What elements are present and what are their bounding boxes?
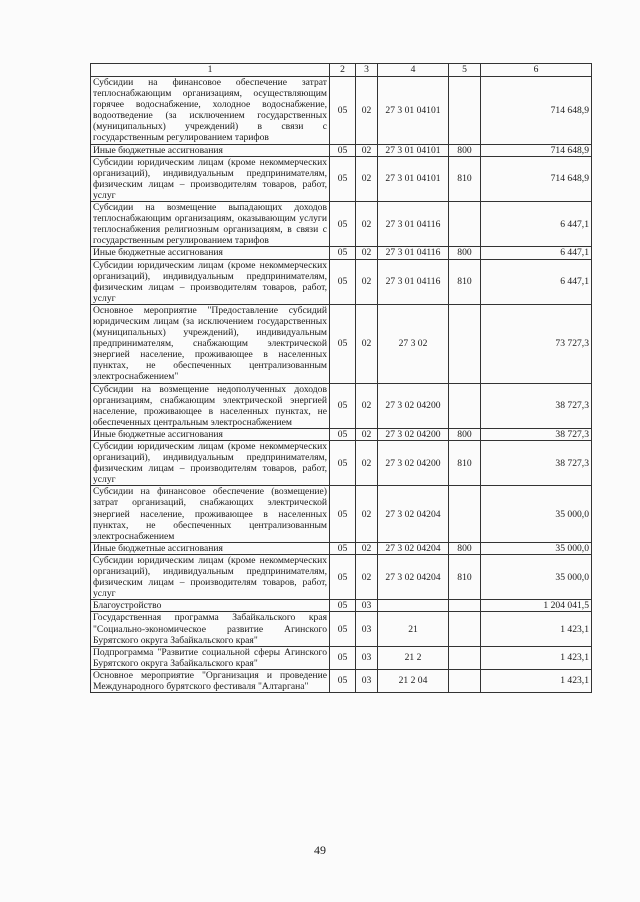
table-row	[91, 428, 592, 440]
row-name-cell: Благоустройство	[91, 600, 330, 612]
expense-type-cell: 800	[449, 144, 481, 156]
section-code-cell: 05	[330, 441, 356, 486]
row-name-cell: Основное мероприятие "Организация и проведение Международного бурятского фестиваля "Алтаргана"	[91, 669, 330, 692]
budget-table	[90, 63, 592, 693]
expense-type-cell: 800	[449, 428, 481, 440]
table-row	[91, 486, 592, 542]
expense-type-cell	[449, 600, 481, 612]
table-row	[91, 247, 592, 259]
subsection-code-cell: 02	[356, 383, 378, 428]
table-row	[91, 144, 592, 156]
section-code-cell: 05	[330, 304, 356, 383]
amount-cell: 35 000,0	[481, 554, 592, 599]
column-number: 2	[330, 64, 356, 77]
column-number: 5	[449, 64, 481, 77]
section-code-cell: 05	[330, 77, 356, 145]
section-code-cell: 05	[330, 554, 356, 599]
page-number: 49	[314, 843, 326, 857]
amount-cell: 714 648,9	[481, 144, 592, 156]
target-article-cell: 27 3 01 04101	[378, 156, 449, 201]
amount-cell: 1 204 041,5	[481, 600, 592, 612]
table-row	[91, 383, 592, 428]
row-name-cell: Основное мероприятие "Предоставление субсидий юридическим лицам (за исключением государственных (муниципальных) учреждений), индивидуальным предпринимателям, снабжающим электрической энергией население, проживающее в населенных пунктах, не обеспеченных централизованным электроснабжением"	[91, 304, 330, 383]
subsection-code-cell: 03	[356, 612, 378, 646]
column-number: 1	[91, 64, 330, 77]
table-row	[91, 77, 592, 145]
expense-type-cell: 810	[449, 441, 481, 486]
subsection-code-cell: 02	[356, 259, 378, 304]
section-code-cell: 05	[330, 156, 356, 201]
expense-type-cell	[449, 669, 481, 692]
target-article-cell: 27 3 01 04116	[378, 202, 449, 247]
row-name-cell: Субсидии юридическим лицам (кроме некоммерческих организаций), индивидуальным предпринимателям, физическим лицам – производителям товаров, работ, услуг	[91, 554, 330, 599]
section-code-cell: 05	[330, 202, 356, 247]
section-code-cell: 05	[330, 383, 356, 428]
expense-type-cell	[449, 202, 481, 247]
row-name-cell: Субсидии юридическим лицам (кроме некоммерческих организаций), индивидуальным предпринимателям, физическим лицам – производителям товаров, работ, услуг	[91, 259, 330, 304]
amount-cell: 73 727,3	[481, 304, 592, 383]
column-number: 4	[378, 64, 449, 77]
subsection-code-cell: 02	[356, 486, 378, 542]
amount-cell: 38 727,3	[481, 441, 592, 486]
expense-type-cell: 800	[449, 542, 481, 554]
section-code-cell: 05	[330, 600, 356, 612]
target-article-cell: 27 3 02 04204	[378, 554, 449, 599]
target-article-cell: 27 3 01 04101	[378, 144, 449, 156]
section-code-cell: 05	[330, 259, 356, 304]
table-row	[91, 259, 592, 304]
section-code-cell: 05	[330, 247, 356, 259]
column-number: 6	[481, 64, 592, 77]
expense-type-cell: 810	[449, 156, 481, 201]
target-article-cell: 27 3 02 04204	[378, 486, 449, 542]
target-article-cell: 21 2	[378, 646, 449, 669]
expense-type-cell	[449, 304, 481, 383]
target-article-cell: 27 3 02 04204	[378, 542, 449, 554]
table-row	[91, 304, 592, 383]
expense-type-cell: 810	[449, 259, 481, 304]
amount-cell: 35 000,0	[481, 542, 592, 554]
amount-cell: 1 423,1	[481, 669, 592, 692]
target-article-cell: 21	[378, 612, 449, 646]
amount-cell: 38 727,3	[481, 428, 592, 440]
amount-cell: 6 447,1	[481, 202, 592, 247]
amount-cell: 6 447,1	[481, 259, 592, 304]
subsection-code-cell: 02	[356, 247, 378, 259]
row-name-cell: Субсидии на финансовое обеспечение (возмещение) затрат организаций, снабжающих электрической энергией население, проживающее в населенных пунктах, не обеспеченных централизованным электроснабжением	[91, 486, 330, 542]
target-article-cell: 21 2 04	[378, 669, 449, 692]
section-code-cell: 05	[330, 486, 356, 542]
row-name-cell: Субсидии юридическим лицам (кроме некоммерческих организаций), индивидуальным предпринимателям, физическим лицам – производителям товаров, работ, услуг	[91, 441, 330, 486]
row-name-cell: Иные бюджетные ассигнования	[91, 542, 330, 554]
table-row	[91, 554, 592, 599]
row-name-cell: Субсидии на финансовое обеспечение затрат теплоснабжающим организациям, осуществляющим горячее водоснабжение, холодное водоснабжение, водоотведение (за исключением государственных (муниципальных) учреждений) в связи с государственным регулированием тарифов	[91, 77, 330, 145]
subsection-code-cell: 02	[356, 554, 378, 599]
subsection-code-cell: 02	[356, 428, 378, 440]
target-article-cell: 27 3 02	[378, 304, 449, 383]
expense-type-cell	[449, 646, 481, 669]
table-row	[91, 600, 592, 612]
target-article-cell: 27 3 01 04101	[378, 77, 449, 145]
target-article-cell: 27 3 02 04200	[378, 428, 449, 440]
table-row	[91, 156, 592, 201]
table-row	[91, 646, 592, 669]
amount-cell: 1 423,1	[481, 646, 592, 669]
table-row	[91, 669, 592, 692]
subsection-code-cell: 03	[356, 669, 378, 692]
target-article-cell: 27 3 02 04200	[378, 383, 449, 428]
section-code-cell: 05	[330, 542, 356, 554]
target-article-cell	[378, 600, 449, 612]
subsection-code-cell: 02	[356, 304, 378, 383]
amount-cell: 714 648,9	[481, 156, 592, 201]
budget-table-body	[91, 64, 592, 693]
expense-type-cell	[449, 383, 481, 428]
amount-cell: 35 000,0	[481, 486, 592, 542]
row-name-cell: Государственная программа Забайкальского края "Социально-экономическое развитие Агинского Бурятского округа Забайкальского края"	[91, 612, 330, 646]
row-name-cell: Иные бюджетные ассигнования	[91, 247, 330, 259]
subsection-code-cell: 02	[356, 542, 378, 554]
column-number-row	[91, 64, 592, 77]
column-number: 3	[356, 64, 378, 77]
subsection-code-cell: 02	[356, 202, 378, 247]
section-code-cell: 05	[330, 669, 356, 692]
expense-type-cell	[449, 486, 481, 542]
amount-cell: 1 423,1	[481, 612, 592, 646]
amount-cell: 38 727,3	[481, 383, 592, 428]
section-code-cell: 05	[330, 428, 356, 440]
subsection-code-cell: 02	[356, 144, 378, 156]
target-article-cell: 27 3 02 04200	[378, 441, 449, 486]
section-code-cell: 05	[330, 612, 356, 646]
expense-type-cell	[449, 77, 481, 145]
row-name-cell: Субсидии на возмещение выпадающих доходов теплоснабжающим организациям, оказывающим услуги теплоснабжения религиозным организациям, в связи с государственным регулированием тарифов	[91, 202, 330, 247]
row-name-cell: Подпрограмма "Развитие социальной сферы Агинского Бурятского округа Забайкальского края"	[91, 646, 330, 669]
amount-cell: 714 648,9	[481, 77, 592, 145]
subsection-code-cell: 02	[356, 156, 378, 201]
section-code-cell: 05	[330, 646, 356, 669]
row-name-cell: Субсидии на возмещение недополученных доходов организациям, снабжающим электрической энергией население, проживающее в населенных пунктах, не обеспеченных центральным электроснабжением	[91, 383, 330, 428]
table-row	[91, 612, 592, 646]
table-row	[91, 202, 592, 247]
target-article-cell: 27 3 01 04116	[378, 247, 449, 259]
subsection-code-cell: 02	[356, 441, 378, 486]
subsection-code-cell: 03	[356, 600, 378, 612]
amount-cell: 6 447,1	[481, 247, 592, 259]
row-name-cell: Иные бюджетные ассигнования	[91, 428, 330, 440]
table-row	[91, 542, 592, 554]
expense-type-cell: 810	[449, 554, 481, 599]
row-name-cell: Иные бюджетные ассигнования	[91, 144, 330, 156]
subsection-code-cell: 02	[356, 77, 378, 145]
expense-type-cell: 800	[449, 247, 481, 259]
target-article-cell: 27 3 01 04116	[378, 259, 449, 304]
table-row	[91, 441, 592, 486]
section-code-cell: 05	[330, 144, 356, 156]
row-name-cell: Субсидии юридическим лицам (кроме некоммерческих организаций), индивидуальным предпринимателям, физическим лицам – производителям товаров, работ, услуг	[91, 156, 330, 201]
subsection-code-cell: 03	[356, 646, 378, 669]
expense-type-cell	[449, 612, 481, 646]
